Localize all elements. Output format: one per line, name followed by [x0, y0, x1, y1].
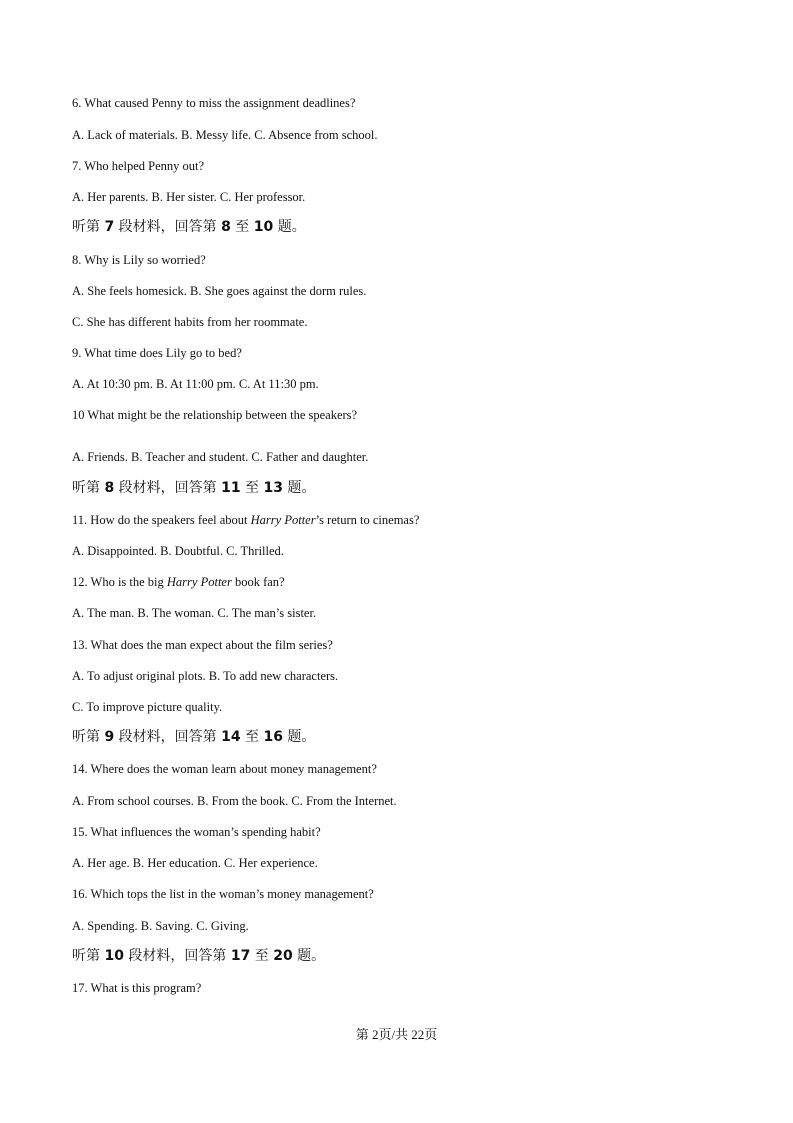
section-header-9	[72, 729, 315, 745]
page-footer: 第 2页/共 22页	[355, 1027, 438, 1042]
section-number: 10	[104, 948, 124, 964]
question-11-text: 11. How do the speakers feel about	[72, 513, 251, 527]
question-15-options: A. Her age. B. Her education. C. Her experience.	[72, 856, 318, 870]
section-text: 题。	[292, 948, 326, 964]
question-10-options: A. Friends. B. Teacher and student. C. Father and daughter.	[72, 450, 369, 464]
question-14-options: A. From school courses. B. From the book. C. From the Internet.	[72, 794, 397, 808]
section-number: 7	[104, 219, 115, 235]
question-8-options-2: C. She has different habits from her roommate.	[72, 315, 308, 329]
section-number: 10	[253, 219, 274, 235]
section-header-10	[72, 948, 325, 964]
question-17: 17. What is this program?	[72, 981, 202, 995]
question-8-options-1: A. She feels homesick. B. She goes against the dorm rules.	[72, 284, 367, 298]
question-12-text: book fan?	[231, 575, 285, 589]
question-9-options: A. At 10:30 pm. B. At 11:00 pm. C. At 11:30 pm.	[72, 377, 319, 391]
question-14: 14. Where does the woman learn about money management?	[72, 762, 377, 776]
section-number: 13	[263, 480, 283, 496]
section-number: 20	[273, 948, 293, 964]
question-7: 7. Who helped Penny out?	[72, 159, 205, 173]
section-text: 题。	[282, 729, 316, 745]
section-text: 至	[240, 480, 264, 496]
section-text: 段材料，回答第	[114, 480, 222, 496]
section-text: 至	[250, 948, 274, 964]
section-text: 段材料，回答第	[123, 948, 231, 964]
question-11-text: ’s return to cinemas?	[315, 513, 420, 527]
section-number: 8	[221, 219, 231, 235]
question-12-text: 12. Who is the big	[72, 575, 167, 589]
section-number: 8	[104, 480, 115, 496]
question-13-options-1: A. To adjust original plots. B. To add new characters.	[72, 669, 339, 683]
question-13: 13. What does the man expect about the film series?	[72, 638, 333, 652]
question-11-options: A. Disappointed. B. Doubtful. C. Thrilled.	[72, 544, 284, 558]
question-12	[72, 574, 285, 590]
section-text: 听第	[72, 480, 105, 496]
question-6: 6. What caused Penny to miss the assignment deadlines?	[72, 96, 356, 110]
question-13-options-2: C. To improve picture quality.	[72, 700, 223, 714]
book-title: Harry Potter	[250, 513, 316, 527]
question-11	[72, 512, 419, 528]
book-title: Harry Potter	[166, 575, 232, 589]
section-text: 听第	[72, 729, 105, 745]
section-number: 14	[221, 729, 241, 745]
question-16-options: A. Spending. B. Saving. C. Giving.	[72, 919, 249, 933]
section-number: 17	[230, 948, 251, 964]
section-number: 9	[104, 729, 115, 745]
section-text: 段材料，回答第	[114, 219, 222, 235]
section-text: 听第	[72, 219, 105, 235]
section-text: 题。	[273, 219, 306, 235]
question-9: 9. What time does Lily go to bed?	[72, 346, 242, 360]
question-7-options: A. Her parents. B. Her sister. C. Her professor.	[72, 190, 306, 204]
question-16: 16. Which tops the list in the woman’s money management?	[72, 887, 374, 901]
section-text: 听第	[72, 948, 105, 964]
section-number: 11	[221, 480, 241, 496]
section-text: 至	[230, 219, 254, 235]
question-6-options: A. Lack of materials. B. Messy life. C. Absence from school.	[72, 128, 378, 142]
section-header-7	[72, 219, 306, 235]
section-header-8	[72, 480, 315, 496]
question-8: 8. Why is Lily so worried?	[72, 253, 206, 267]
section-number: 16	[263, 729, 283, 745]
question-12-options: A. The man. B. The woman. C. The man’s sister.	[72, 606, 317, 620]
section-text: 段材料，回答第	[114, 729, 222, 745]
question-10: 10 What might be the relationship between the speakers?	[72, 408, 358, 422]
section-text: 至	[240, 729, 264, 745]
section-text: 题。	[282, 480, 316, 496]
question-15: 15. What influences the woman’s spending habit?	[72, 825, 321, 839]
